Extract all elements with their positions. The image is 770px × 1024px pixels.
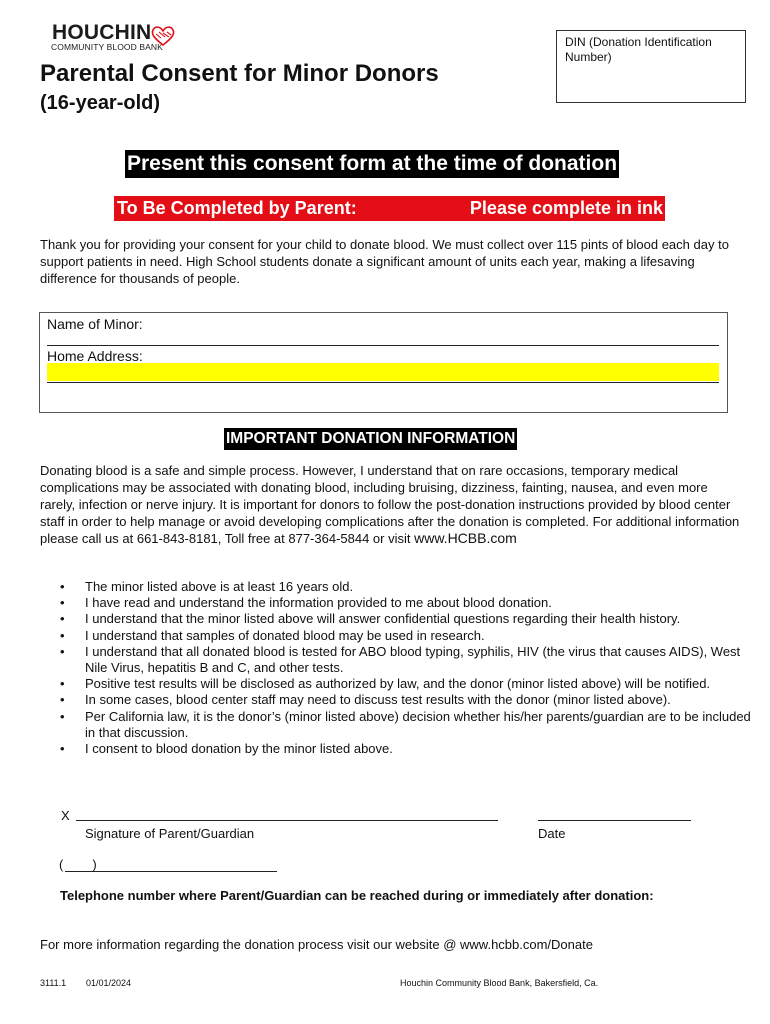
donating-paragraph (40, 462, 740, 547)
footer-org: Houchin Community Blood Bank, Bakersfield, Ca. (400, 978, 599, 988)
page-subtitle: (16-year-old) (40, 92, 161, 114)
name-of-minor-field[interactable] (47, 345, 719, 346)
home-address-field[interactable] (47, 363, 719, 381)
din-label: DIN (Donation Identification Number) (565, 35, 712, 64)
phone-area-code (59, 857, 97, 872)
signature-x-mark: X (61, 808, 70, 823)
footer-form-number: 3111.1 (40, 978, 67, 988)
present-banner: Present this consent form at the time of donation (125, 150, 619, 178)
list-item: • In some cases, blood center staff may need to discuss test results with the donor (minor listed above). (40, 692, 755, 708)
footer-date: 01/01/2024 (86, 978, 132, 988)
website-link[interactable]: www.HCBB.com (414, 530, 517, 546)
din-box[interactable] (556, 30, 746, 103)
home-address-line (47, 382, 719, 383)
more-info-text: For more information regarding the donation process visit our website @ www.hcbb.com/Donate (40, 937, 593, 952)
intro-paragraph: Thank you for providing your consent for your child to donate blood. We must collect over 115 pints of blood each day to support patients in need. High School students donate a significant amount of units each year, making a lifesaving difference for thousands of people. (40, 237, 729, 286)
logo-name: HOUCHIN (52, 21, 152, 44)
home-address-label: Home Address: (47, 348, 143, 364)
phone-label: Telephone number where Parent/Guardian can be reached during or immediately after donation: (60, 888, 654, 903)
signature-field[interactable] (76, 820, 498, 821)
paren-close: ) (92, 857, 97, 872)
donating-text: Donating blood is a safe and simple process. However, I understand that on rare occasions, temporary medical complications may be associated with donating blood, including bruising, dizziness, fainting, nausea, and even more rarely, infection or nerve injury. It is important for donors to follow the post-donation instructions provided by blood center staff in order to help manage or avoid developing complications after the donation is completed. For additional information please call us at 661-843-8181, Toll free at 877-364-5844 or visit (40, 463, 740, 546)
parent-banner (114, 196, 665, 221)
logo-subtitle: COMMUNITY BLOOD BANK (51, 42, 163, 52)
heart-icon (150, 25, 176, 47)
date-field[interactable] (538, 820, 691, 821)
phone-field[interactable] (65, 871, 277, 872)
list-item: • I understand that samples of donated blood may be used in research. (40, 628, 755, 644)
list-item: • I consent to blood donation by the minor listed above. (40, 741, 755, 757)
list-item: • Positive test results will be disclosed as authorized by law, and the donor (minor listed above) will be notified. (40, 676, 755, 692)
list-item: • The minor listed above is at least 16 years old. (40, 579, 755, 595)
signature-label: Signature of Parent/Guardian (85, 826, 255, 841)
page-title: Parental Consent for Minor Donors (40, 60, 439, 87)
consent-list (40, 579, 755, 757)
list-item: • Per California law, it is the donor’s (minor listed above) decision whether his/her parents/guardian are to be included in that discussion. (40, 709, 755, 741)
parent-banner-right: Please complete in ink (469, 198, 663, 218)
minor-info-box (39, 312, 728, 413)
list-item: • I have read and understand the information provided to me about blood donation. (40, 595, 755, 611)
name-of-minor-label: Name of Minor: (47, 316, 143, 332)
date-label: Date (538, 826, 566, 841)
paren-open: ( (59, 857, 64, 872)
important-heading: IMPORTANT DONATION INFORMATION (224, 428, 517, 450)
parent-banner-left: To Be Completed by Parent: (117, 198, 357, 218)
list-item: • I understand that all donated blood is tested for ABO blood typing, syphilis, HIV (the virus that causes AIDS), West Nile Virus, hepatitis B and C, and other tests. (40, 644, 755, 676)
list-item: • I understand that the minor listed above will answer confidential questions regarding their health history. (40, 611, 755, 627)
